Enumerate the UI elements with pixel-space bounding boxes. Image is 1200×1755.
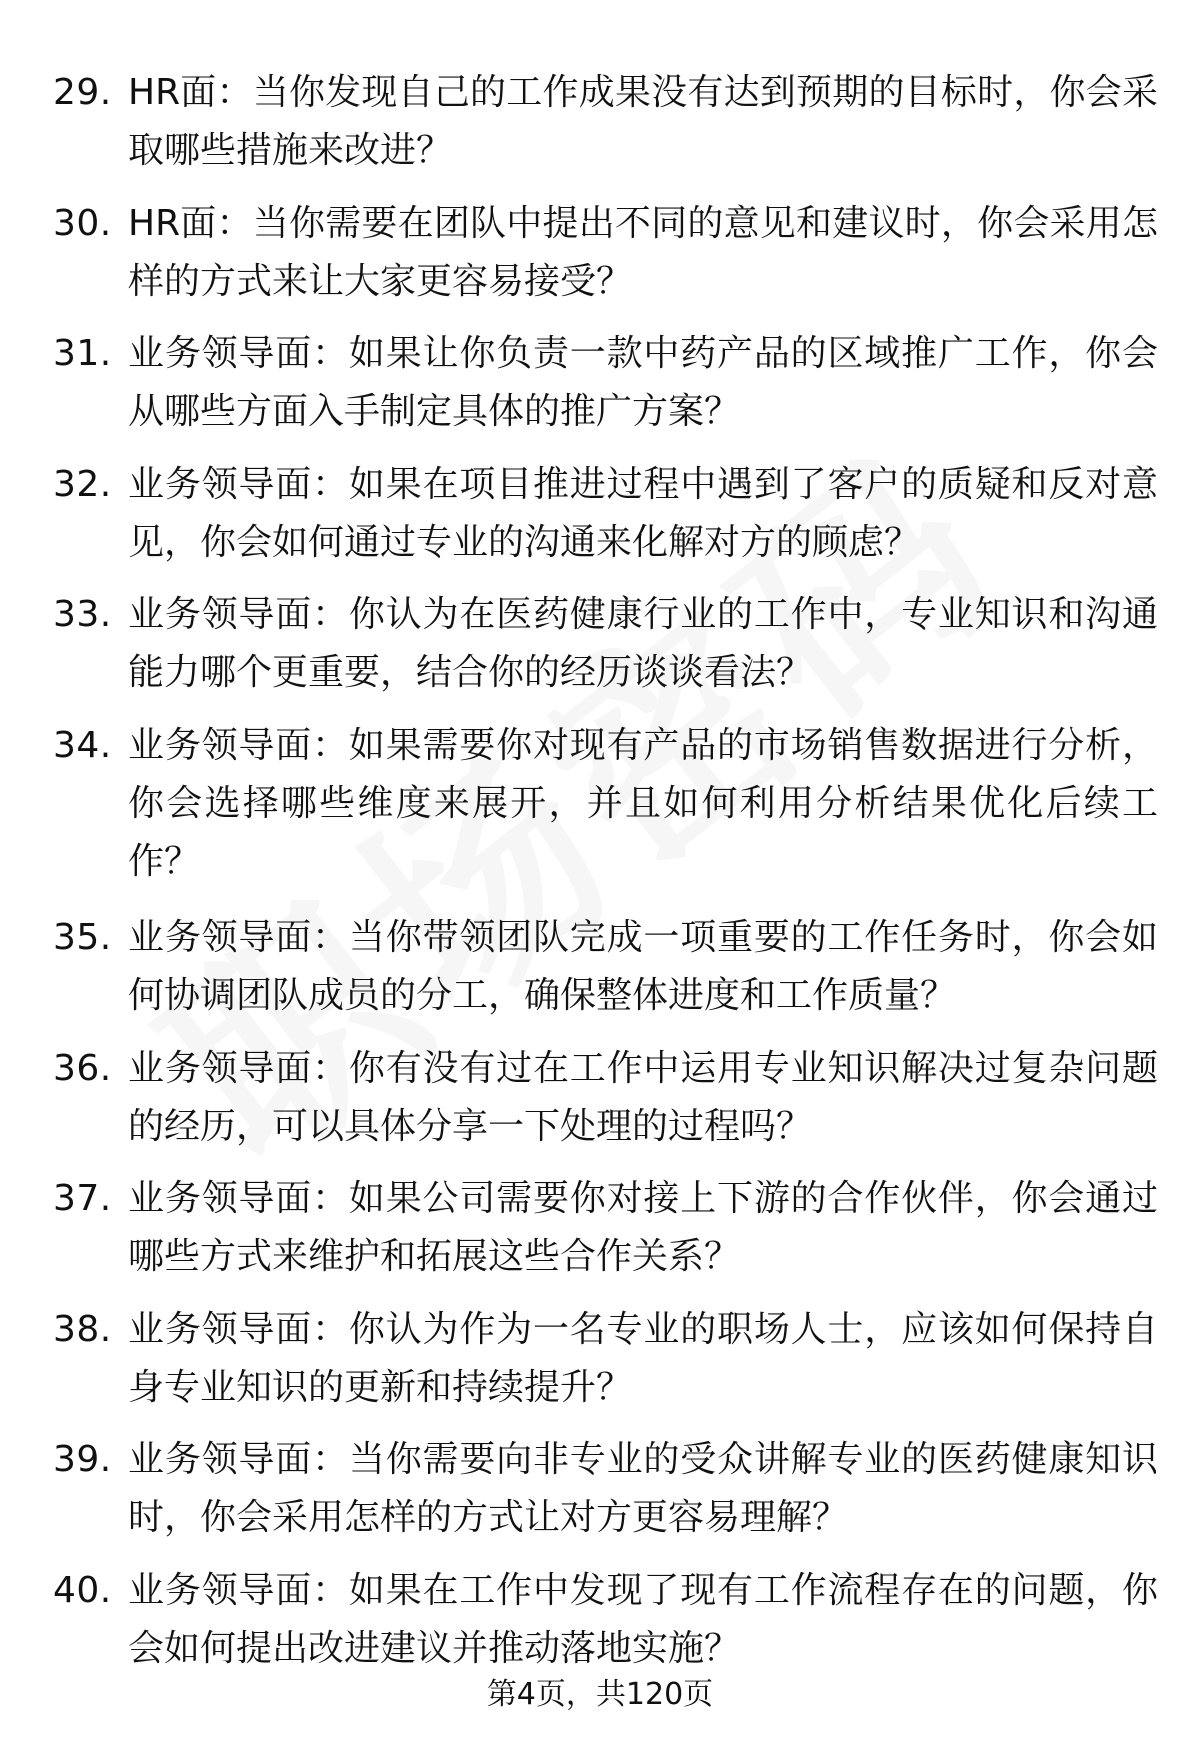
- question-item-33: [0, 576, 1200, 707]
- question-text: 业务领导面：如果在工作中发现了现有工作流程存在的问题，你会如何提出改进建议并推动落地实施？: [128, 1569, 1158, 1669]
- question-number: 31.: [53, 333, 112, 375]
- question-text: 业务领导面：如果在项目推进过程中遇到了客户的质疑和反对意见，你会如何通过专业的沟通来化解对方的顾虑？: [128, 463, 1158, 563]
- question-text: HR面：当你需要在团队中提出不同的意见和建议时，你会采用怎样的方式来让大家更容易接受？: [128, 202, 1158, 302]
- page-number-footer: 第4页，共120页: [486, 1677, 714, 1712]
- question-item-35: [0, 899, 1200, 1030]
- question-text: 业务领导面：当你带领团队完成一项重要的工作任务时，你会如何协调团队成员的分工，确保整体进度和工作质量？: [128, 916, 1158, 1016]
- question-item-32: [0, 446, 1200, 577]
- question-number: 35.: [53, 916, 112, 958]
- question-item-34: [0, 707, 1200, 899]
- question-text: 业务领导面：如果公司需要你对接上下游的合作伙伴，你会通过哪些方式来维护和拓展这些合作关系？: [128, 1178, 1158, 1278]
- question-number: 38.: [53, 1308, 112, 1350]
- question-text: 业务领导面：你认为作为一名专业的职场人士，应该如何保持自身专业知识的更新和持续提升？: [128, 1308, 1158, 1408]
- question-text: 业务领导面：你有没有过在工作中运用专业知识解决过复杂问题的经历，可以具体分享一下处理的过程吗？: [128, 1047, 1158, 1147]
- question-number: 30.: [53, 202, 112, 244]
- question-list: [0, 54, 1200, 1683]
- question-text: HR面：当你发现自己的工作成果没有达到预期的目标时，你会采取哪些措施来改进？: [128, 72, 1158, 171]
- question-text: 业务领导面：如果让你负责一款中药产品的区域推广工作，你会从哪些方面入手制定具体的推广方案？: [128, 333, 1158, 433]
- question-text: 业务领导面：如果需要你对现有产品的市场销售数据进行分析，你会选择哪些维度来展开，并且如何利用分析结果优化后续工作？: [128, 724, 1158, 882]
- question-number: 34.: [53, 724, 112, 766]
- question-number: 36.: [53, 1047, 112, 1089]
- question-item-39: [0, 1421, 1200, 1552]
- question-item-38: [0, 1291, 1200, 1422]
- question-number: 40.: [53, 1569, 112, 1611]
- question-item-40: [0, 1552, 1200, 1683]
- question-text: 业务领导面：当你需要向非专业的受众讲解专业的医药健康知识时，你会采用怎样的方式让对方更容易理解？: [128, 1439, 1158, 1539]
- question-item-29: [0, 54, 1200, 185]
- question-item-37: [0, 1160, 1200, 1291]
- question-number: 37.: [53, 1178, 112, 1220]
- question-text: 业务领导面：你认为在医药健康行业的工作中，专业知识和沟通能力哪个更重要，结合你的经历谈谈看法？: [128, 594, 1158, 694]
- question-number: 29.: [53, 72, 112, 113]
- question-number: 39.: [53, 1439, 112, 1481]
- question-item-36: [0, 1030, 1200, 1161]
- question-item-30: [0, 185, 1200, 316]
- question-number: 32.: [53, 463, 112, 505]
- question-number: 33.: [53, 594, 112, 636]
- question-item-31: [0, 315, 1200, 446]
